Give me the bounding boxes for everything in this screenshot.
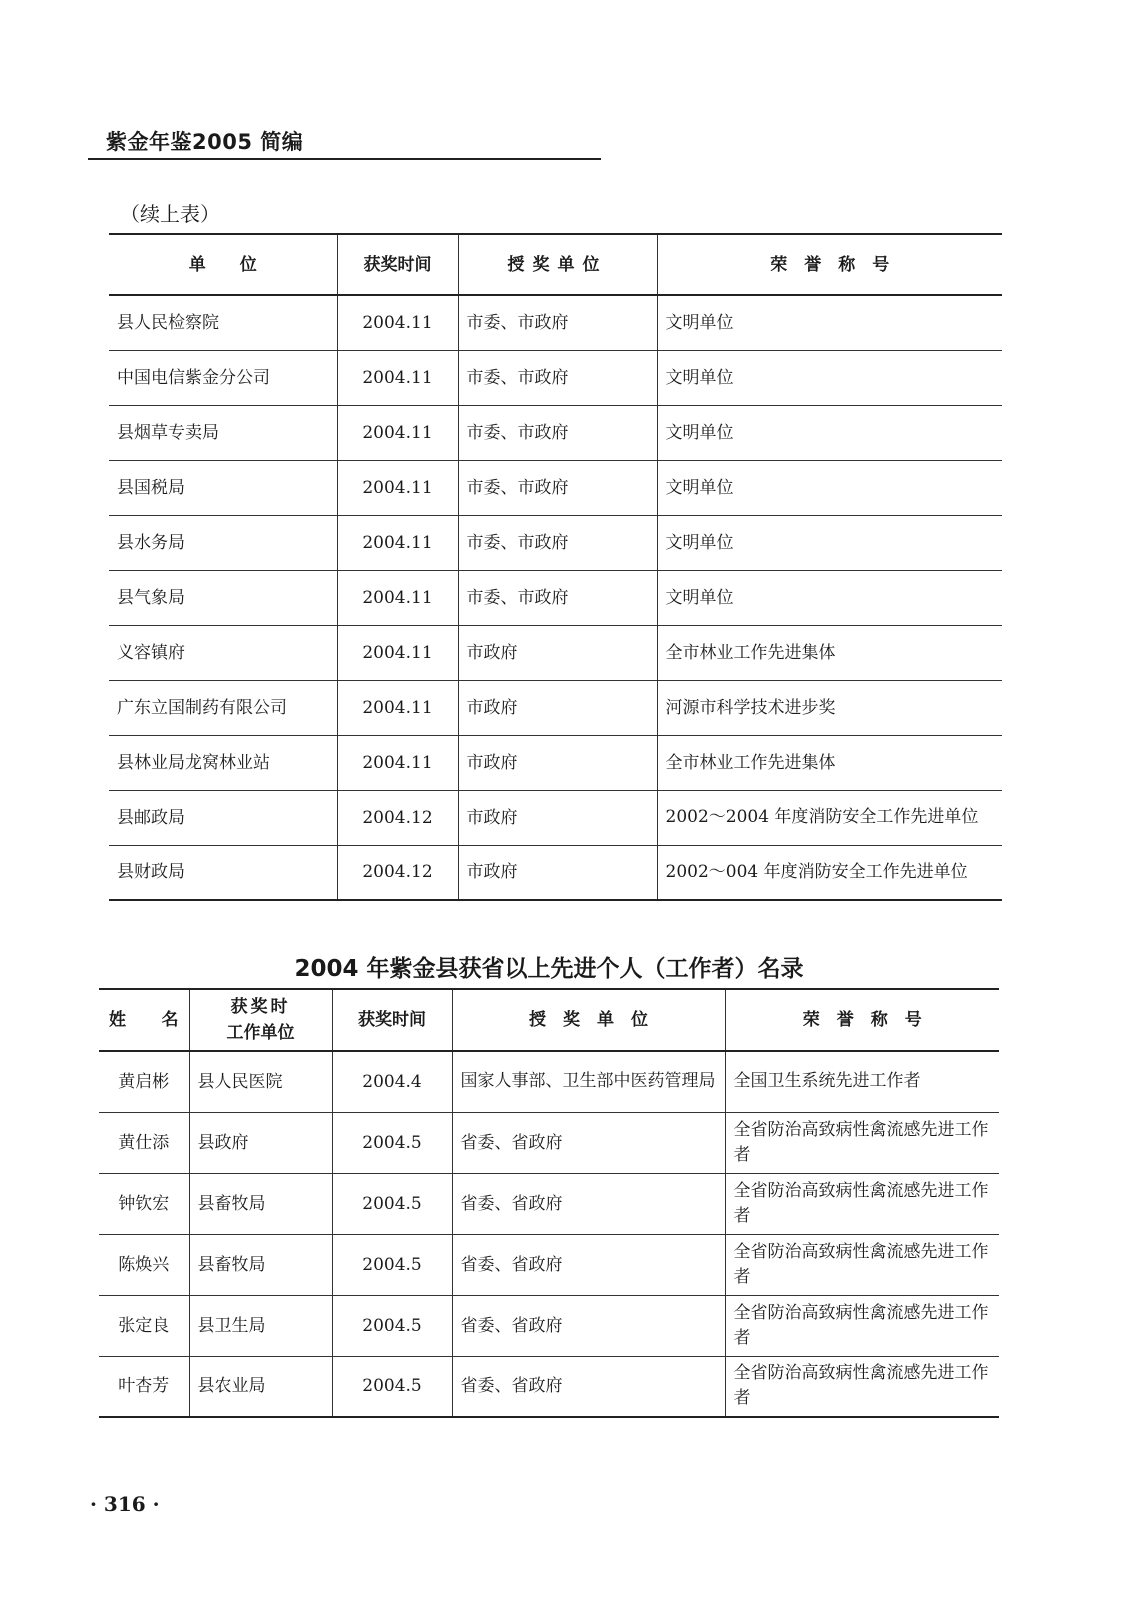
section-title: 2004 年紫金县获省以上先进个人（工作者）名录 (294, 956, 804, 982)
cell-date: 2004.12 (337, 790, 458, 845)
individual-awards-table (99, 988, 999, 1418)
table-header-row (99, 989, 999, 1051)
cell-date: 2004.11 (337, 295, 458, 350)
cell-unit: 中国电信紫金分公司 (109, 350, 337, 405)
cell-unit: 广东立国制药有限公司 (109, 680, 337, 735)
cell-honor: 文明单位 (657, 570, 1002, 625)
cell-issuer: 市政府 (458, 735, 657, 790)
header-workplace-line2: 工作单位 (226, 1023, 295, 1043)
table-row (99, 1295, 999, 1356)
cell-unit: 县邮政局 (109, 790, 337, 845)
table-row (109, 845, 1002, 900)
cell-issuer: 省委、省政府 (452, 1295, 725, 1356)
cell-unit: 县烟草专卖局 (109, 405, 337, 460)
cell-honor: 文明单位 (657, 515, 1002, 570)
cell-workplace: 县政府 (189, 1112, 332, 1173)
cell-honor: 文明单位 (657, 460, 1002, 515)
cell-date: 2004.5 (332, 1295, 452, 1356)
cell-unit: 县财政局 (117, 862, 185, 883)
cell-issuer: 市委、市政府 (458, 460, 657, 515)
cell-name: 黄启彬 (99, 1051, 189, 1112)
table-row (99, 1173, 999, 1234)
table-row (109, 625, 1002, 680)
table-row (99, 1051, 999, 1112)
table-row (109, 515, 1002, 570)
header-issuer: 授奖单位 (458, 234, 657, 295)
cell-unit: 县林业局龙窝林业站 (109, 735, 337, 790)
cell-name: 张定良 (99, 1295, 189, 1356)
cell-honor: 全市林业工作先进集体 (657, 625, 1002, 680)
cell-unit: 县人民检察院 (109, 295, 337, 350)
cell-date: 2004.11 (337, 350, 458, 405)
cell-date: 2004.5 (332, 1173, 452, 1234)
cell-date: 2004.11 (337, 460, 458, 515)
cell-name: 叶杏芳 (118, 1376, 170, 1397)
cell-workplace: 县人民医院 (189, 1051, 332, 1112)
cell-issuer: 国家人事部、卫生部中医药管理局 (452, 1051, 725, 1112)
cell-date: 2004.5 (332, 1356, 452, 1417)
header-date: 获奖时间 (337, 234, 458, 295)
unit-awards-table (109, 233, 1002, 901)
cell-honor: 全国卫生系统先进工作者 (725, 1051, 999, 1112)
cell-honor: 文明单位 (657, 405, 1002, 460)
cell-date: 2004.12 (337, 845, 458, 900)
table-row (99, 1234, 999, 1295)
header-name-right: 名 (161, 1010, 179, 1030)
table-row (109, 790, 1002, 845)
table-row (109, 295, 1002, 350)
cell-honor: 河源市科学技术进步奖 (657, 680, 1002, 735)
cell-issuer: 市委、市政府 (458, 350, 657, 405)
cell-workplace: 县畜牧局 (189, 1234, 332, 1295)
cell-date: 2004.11 (337, 570, 458, 625)
header-workplace (189, 989, 332, 1051)
cell-issuer: 市政府 (458, 790, 657, 845)
cell-date: 2004.11 (337, 625, 458, 680)
cell-date: 2004.11 (337, 405, 458, 460)
header-honor: 荣 誉 称 号 (657, 234, 1002, 295)
cell-issuer: 市委、市政府 (458, 570, 657, 625)
cell-unit: 县气象局 (109, 570, 337, 625)
cell-honor: 2002～2004 年度消防安全工作先进单位 (657, 790, 1002, 845)
cell-name: 陈焕兴 (99, 1234, 189, 1295)
cell-honor: 2002～004 年度消防安全工作先进单位 (657, 845, 1002, 900)
header-date: 获奖时间 (332, 989, 452, 1051)
table-row (99, 1112, 999, 1173)
cell-workplace: 县畜牧局 (189, 1173, 332, 1234)
table-row (109, 350, 1002, 405)
table-row (109, 735, 1002, 790)
header-name (99, 989, 189, 1051)
header-name-left: 姓 (109, 1010, 126, 1030)
cell-honor: 全省防治高致病性禽流感先进工作者 (725, 1173, 999, 1234)
cell-unit: 义容镇府 (109, 625, 337, 680)
cell-honor: 全省防治高致病性禽流感先进工作者 (725, 1234, 999, 1295)
cell-issuer: 市委、市政府 (458, 295, 657, 350)
cell-date: 2004.11 (337, 680, 458, 735)
header-workplace-line1: 获奖时 (230, 997, 291, 1017)
continued-label: （续上表） (120, 202, 220, 226)
cell-issuer: 市委、市政府 (458, 405, 657, 460)
running-header: 紫金年鉴2005 简编 (106, 130, 304, 154)
cell-unit: 县国税局 (109, 460, 337, 515)
cell-date: 2004.11 (337, 515, 458, 570)
table-row (109, 680, 1002, 735)
cell-issuer: 省委、省政府 (452, 1356, 725, 1417)
cell-name: 黄仕添 (99, 1112, 189, 1173)
cell-unit: 县水务局 (109, 515, 337, 570)
table-row (109, 405, 1002, 460)
cell-workplace: 县农业局 (189, 1356, 332, 1417)
table-row (99, 1356, 999, 1417)
table-header-row (109, 234, 1002, 295)
cell-honor: 全省防治高致病性禽流感先进工作者 (725, 1112, 999, 1173)
cell-date: 2004.11 (337, 735, 458, 790)
cell-honor: 全省防治高致病性禽流感先进工作者 (725, 1356, 999, 1417)
page-number: · 316 · (90, 1492, 160, 1516)
cell-honor: 文明单位 (657, 350, 1002, 405)
header-rule (88, 158, 601, 160)
table-row (109, 460, 1002, 515)
cell-date: 2004.5 (332, 1112, 452, 1173)
cell-honor: 全市林业工作先进集体 (657, 735, 1002, 790)
cell-honor: 全省防治高致病性禽流感先进工作者 (725, 1295, 999, 1356)
cell-honor: 文明单位 (657, 295, 1002, 350)
header-honor: 荣 誉 称 号 (725, 989, 999, 1051)
table-row (109, 570, 1002, 625)
cell-date: 2004.5 (332, 1234, 452, 1295)
cell-issuer: 市政府 (458, 845, 657, 900)
cell-name: 钟钦宏 (99, 1173, 189, 1234)
header-unit: 单 位 (109, 234, 337, 295)
cell-issuer: 省委、省政府 (452, 1112, 725, 1173)
cell-issuer: 省委、省政府 (452, 1234, 725, 1295)
cell-issuer: 市政府 (458, 680, 657, 735)
cell-date: 2004.4 (332, 1051, 452, 1112)
cell-workplace: 县卫生局 (189, 1295, 332, 1356)
cell-issuer: 市政府 (458, 625, 657, 680)
header-issuer: 授 奖 单 位 (452, 989, 725, 1051)
cell-issuer: 省委、省政府 (452, 1173, 725, 1234)
cell-issuer: 市委、市政府 (458, 515, 657, 570)
